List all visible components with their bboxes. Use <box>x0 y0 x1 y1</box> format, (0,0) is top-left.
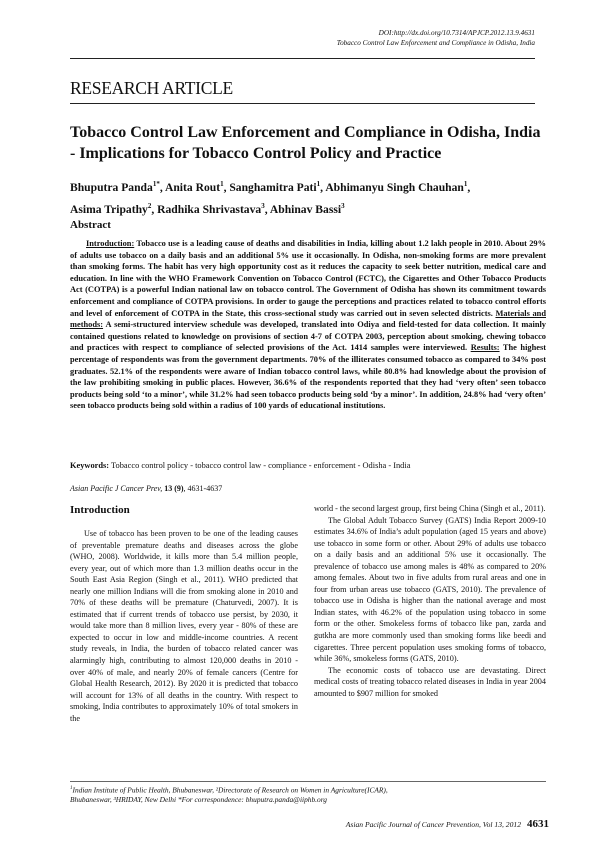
author-affiliation: 1* <box>152 180 160 188</box>
page-number: 4631 <box>527 818 549 830</box>
abstract-results-text: The highest percentage of respondents was from the government departments. 70% of the illiterates consumed tobacco as compared to 34% post graduates. 52.1% of the respondents were aware of Indian tobacco control laws, while 80.8% had knowledge about the provision of the law prohibiting smoking in public places. However, 36.6% of the respondents reported that they had ‘very often’ seen tobacco products being sold ‘to a minor’, while 31.2% had seen tobacco products being sold ‘by a minor’. In addition, 24.8% had ‘very often’ seen tobacco products being sold within a radius of 100 yards of educational institutions. <box>70 343 547 411</box>
introduction-heading: Introduction <box>70 504 130 516</box>
author-affiliation: 1 <box>220 180 224 188</box>
article-type: RESEARCH ARTICLE <box>70 78 233 98</box>
page-footer <box>346 818 549 830</box>
paragraph: The economic costs of tobacco use are devastating. Direct medical costs of treating tobacco related diseases in India in year 2004 amounted to $907 million for smoked <box>314 665 546 698</box>
author-name: Sanghamitra Pati <box>229 180 317 194</box>
citation-pages: , 4631-4637 <box>183 484 223 493</box>
abstract-methods-text: A semi-structured interview schedule was developed, translated into Odiya and field-tested for data collection. It mainly contained questions related to knowledge on provisions of section 4-7 of COTPA 2003, perception about smoking, chewing tobacco and practices with respect to compliance of selected provisions of the Act. 1414 samples were interviewed. <box>70 320 546 353</box>
abstract-intro-text: Tobacco use is a leading cause of deaths and disabilities in India, killing about 1.2 lakh people in 2010. About 29% of adults use tobacco on a daily basis and an additional 5% use it occasionally. In Odisha, non-smoking forms are more prevalent than smoking forms. The habit has very high opportunity cost as it reduces the capacity to seek better nutrition, medical care and education. In line with the WHO Framework Convention on Tobacco Control (FCTC), the Cigarettes and Other Tobacco Products Act (COTPA) is a powerful Indian national law on tobacco control. The Government of Odisha has shown its commitment towards enforcement and compliance of COTPA provisions. In order to gauge the perceptions and practices related to tobacco control efforts and level of enforcement of COTPA in the State, this cross-sectional study was carried out in seven selected districts. <box>70 239 546 318</box>
footnote-sup: 1 <box>70 786 73 791</box>
footnote-text: Indian Institute of Public Health, Bhubaneswar, ²Directorate of Research on Women in Agriculture(ICAR), Bhubaneswar, ³HRIDAY, New Delhi *For correspondence: bhuputra.panda@iiphb.org <box>70 785 388 805</box>
author-name: Abhimanyu Singh Chauhan <box>325 180 464 194</box>
abstract-heading: Abstract <box>70 219 111 231</box>
footer-journal: Asian Pacific Journal of Cancer Prevention, Vol 13, 2012 <box>345 820 521 829</box>
author-affiliation: 3 <box>261 201 265 210</box>
author-affiliation: 2 <box>147 201 152 210</box>
running-title: Tobacco Control Law Enforcement and Compliance in Odisha, India <box>336 39 535 47</box>
abstract-intro-label: Introduction: <box>86 239 135 248</box>
doi-link[interactable]: DOI:http://dx.doi.org/10.7314/APJCP.2012.13.9.4631 <box>378 29 535 37</box>
author-name: Bhuputra Panda <box>70 180 153 194</box>
abstract-body <box>70 238 546 412</box>
introduction-right-column <box>314 503 546 699</box>
author-name: Anita Rout <box>164 180 221 194</box>
paragraph: world - the second largest group, first being China (Singh et al., 2011). <box>314 504 546 513</box>
citation-issue: (9) <box>174 484 184 493</box>
abstract-methods-label: Materials and methods: <box>70 308 546 330</box>
abstract-results-label: Results: <box>470 343 500 353</box>
paragraph: The Global Adult Tobacco Survey (GATS) India Report 2009-10 estimates 34.6% of India’s adult population (aged 15 years and above) use tobacco in some form or other. About 29% of adults use tobacco on a daily basis and an additional 5% use it occasionally. The prevalence of tobacco use among males is 48% as compared to 20% among females. About two in five adults from rural areas and one in four from urban areas use tobacco (GATS, 2010). The prevalence of tobacco use in Odisha is higher than the national average and most Indian states, with 46.2% of the population using tobacco in some form or the other. Smokeless forms of tobacco like pan, zarda and gutkha are more commonly used than smoking forms like beedi and cigarettes. Three percent population uses smoking forms of tobacco, while 36%, smokeless forms (GATS, 2010). <box>314 515 546 664</box>
doi-header <box>337 28 535 48</box>
footnote-rule <box>70 781 546 782</box>
citation <box>70 484 222 493</box>
keywords-label: Keywords: <box>70 461 110 470</box>
keywords-text: Tobacco control policy - tobacco control law - compliance - enforcement - Odisha - India <box>109 461 411 470</box>
introduction-left-column: Use of tobacco has been proven to be one of the leading causes of preventable premature deaths and diseases across the globe (WHO, 2008). Worldwide, it kills more than 5.4 million people, every year, out of which more than 1.3 million deaths occur in the South East Asia Region (Singh et al., 2011). WHO predicted that nearly one million Indians will die from smoking alone in 2010 and 70% of these deaths will be premature (Chaturvedi, 2007). It is estimated that if current trends of tobacco use persist, by 2030, it would take more than 8 million lives, every year - 80% of these are expected to occur in low and middle-income countries. A recent study reveals, in India, the burden of tobacco related cancer was alarmingly high, contributing to almost 120,000 deaths in 2010 - over 40% of male, and nearly 20% of female cancers (Centre for Global Health Research, 2012). By 2020 it is predicted that tobacco will account for 13% of all deaths in the country. With respect to smoking, India contributes to approximately 10% of total smokers in the <box>70 529 298 723</box>
author-name: Abhinav Bassi <box>269 202 342 216</box>
header-rule <box>70 58 535 59</box>
author-affiliation: 1 <box>463 180 468 188</box>
author-affiliation: 3 <box>341 201 345 210</box>
citation-journal: Asian Pacific J Cancer Prev, <box>70 484 163 493</box>
author-affiliation: 1 <box>316 180 321 188</box>
author-name: Asima Tripathy <box>70 202 148 216</box>
citation-volume: 13 <box>164 484 173 493</box>
affiliation-footnote <box>70 784 430 805</box>
author-list: Bhuputra Panda$^{1*}$, Anita Rout$^1$, Sanghamitra Pati$^1$, Abhimanyu Singh Chauhan$^1$, Asima Tripathy$^2$, Radhika Shrivastava$^3$, Abhinav Bassi$^3$ <box>70 180 471 216</box>
paper-title: Tobacco Control Law Enforcement and Compliance in Odisha, India - Implications for Tobacco Control Policy and Practice <box>70 124 541 162</box>
keywords <box>70 461 546 470</box>
article-type-rule <box>70 103 535 104</box>
author-name: Radhika Shrivastava <box>157 202 262 216</box>
